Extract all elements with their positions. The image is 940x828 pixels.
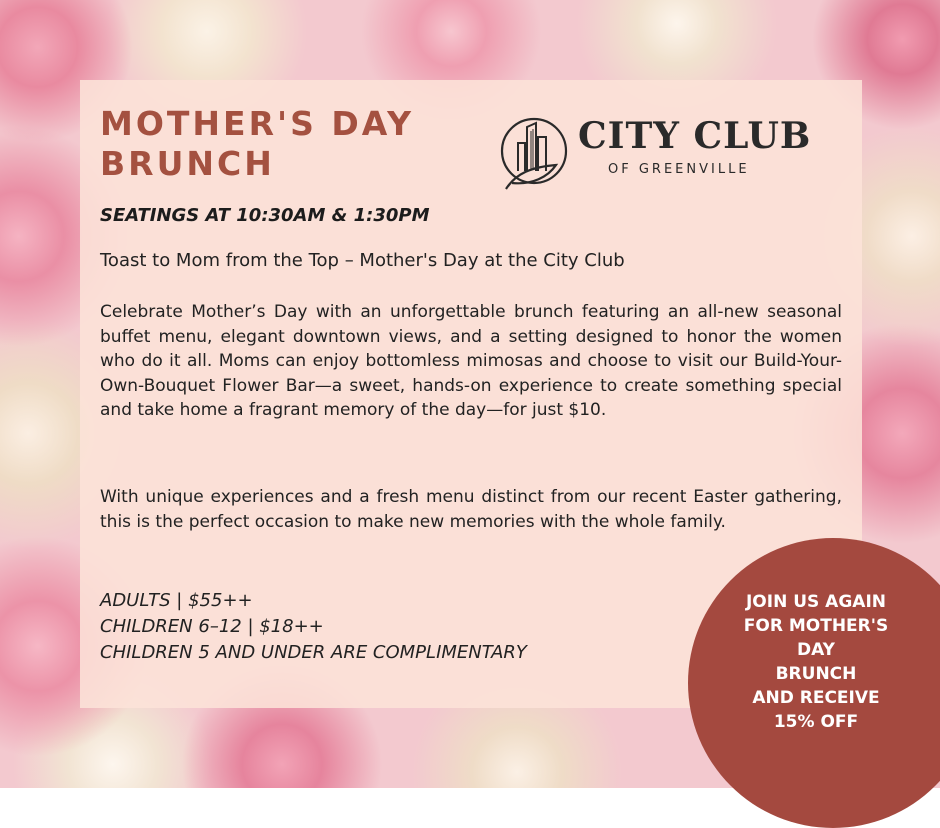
- price-item: CHILDREN 6–12 | $18++: [100, 616, 324, 637]
- description-paragraph: With unique experiences and a fresh menu distinct from our recent Easter gathering, this is the perfect occasion to make new memories with the whole family.: [100, 487, 842, 532]
- city-club-logo: [498, 113, 818, 193]
- city-skyline-leaf-icon: [498, 113, 570, 193]
- seating-times: SEATINGS AT 10:30AM & 1:30PM: [100, 205, 430, 226]
- discount-badge-text: [716, 590, 916, 734]
- badge-line: AND RECEIVE: [752, 688, 880, 708]
- logo-subname: OF GREENVILLE: [608, 162, 750, 177]
- price-item: CHILDREN 5 AND UNDER ARE COMPLIMENTARY: [100, 642, 527, 663]
- logo-name: CITY CLUB: [578, 115, 812, 157]
- event-subtitle: Toast to Mom from the Top – Mother's Day at the City Club: [100, 250, 625, 271]
- price-item: ADULTS | $55++: [100, 590, 253, 611]
- badge-line: FOR MOTHER'S: [743, 616, 889, 636]
- badge-line: DAY: [797, 640, 835, 660]
- description-paragraph: Celebrate Mother’s Day with an unforgettable brunch featuring an all-new seasonal buffet menu, elegant downtown views, and a setting designed to honor the women who do it all. Moms can enjoy bottomless mimosas and choose to visit our Build-Your-Own-Bouquet Flower Bar—a sweet, hands-on experience to create something special and take home a fragrant memory of the day—for just $10.: [100, 302, 842, 420]
- badge-line: BRUNCH: [775, 664, 857, 684]
- page-title: MOTHER'S DAY BRUNCH: [100, 104, 415, 183]
- badge-line: 15% OFF: [773, 712, 859, 732]
- badge-line: JOIN US AGAIN: [745, 592, 887, 612]
- price-list: [100, 588, 527, 666]
